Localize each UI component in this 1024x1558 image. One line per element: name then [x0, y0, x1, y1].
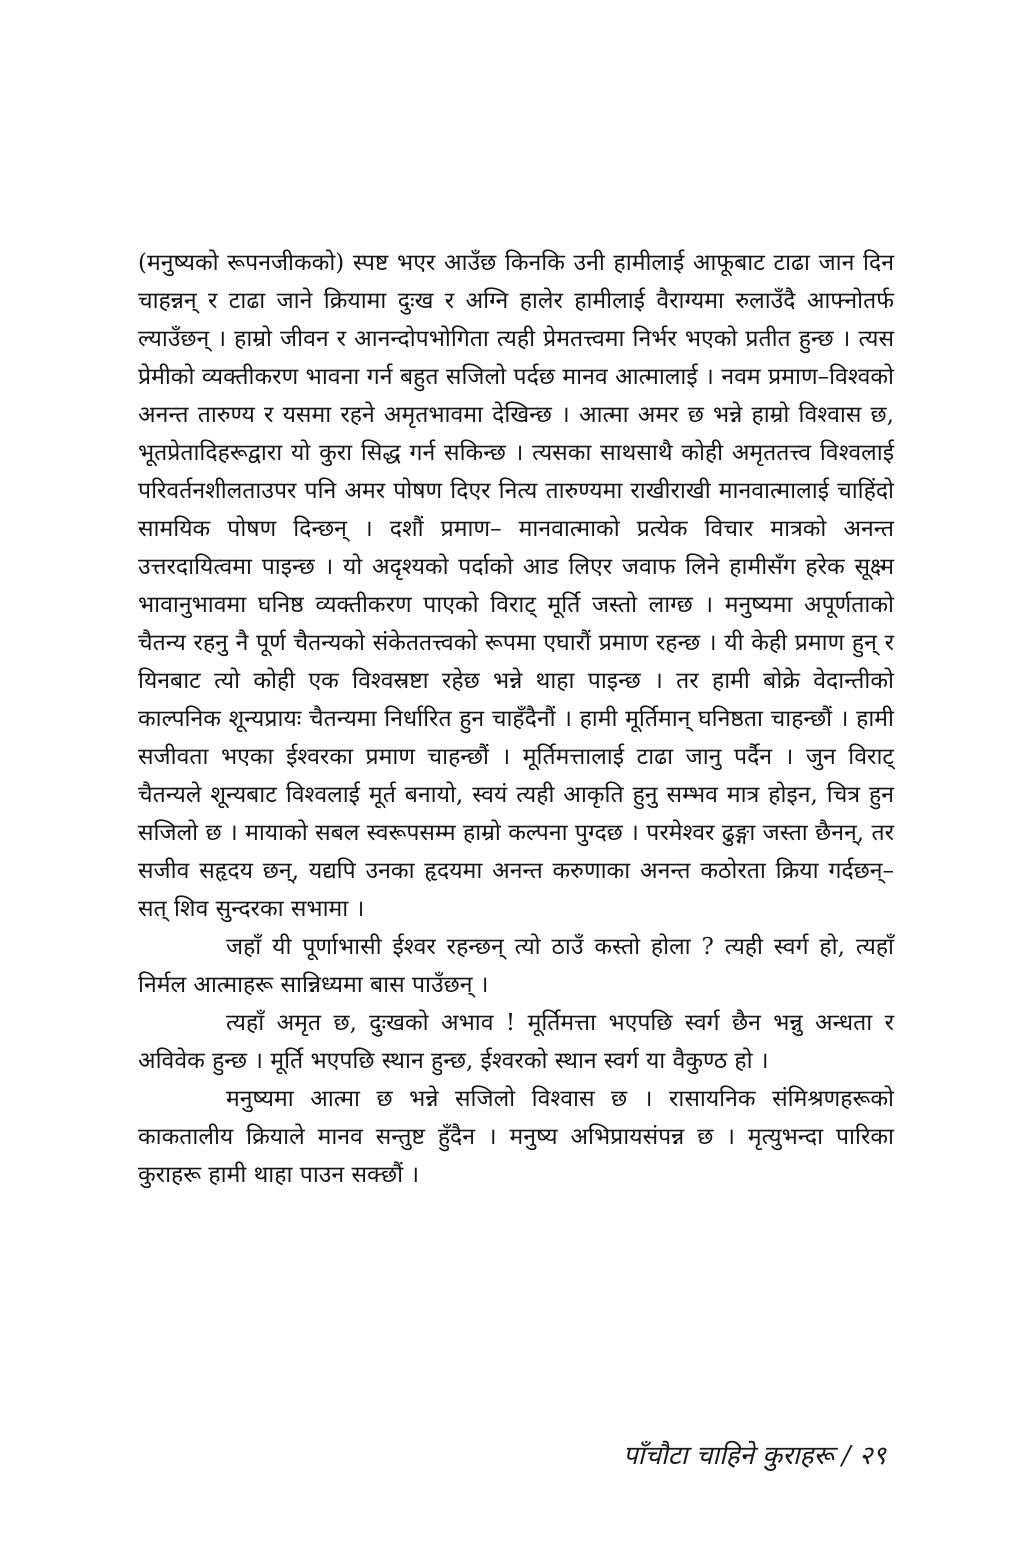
body-text [138, 244, 894, 1194]
paragraph-1: (मनुष्यको रूपनजीकको) स्पष्ट भएर आउँछ किनकि उनी हामीलाई आफूबाट टाढा जान दिन चाहन्नन् र टाढा जाने क्रियामा दुःख र अग्नि हालेर हामीलाई वैराग्यमा रुलाउँदै आफ्नोतर्फ ल्याउँछन् । हाम्रो जीवन र आनन्दोपभोगिता त्यही प्रेमतत्त्वमा निर्भर भएको प्रतीत हुन्छ । त्यस प्रेमीको व्यक्तीकरण भावना गर्न बहुत सजिलो पर्दछ मानव आत्मालाई । नवम प्रमाण–विश्वको अनन्त तारुण्य र यसमा रहने अमृतभावमा देखिन्छ । आत्मा अमर छ भन्ने हाम्रो विश्वास छ, भूतप्रेतादिहरूद्वारा यो कुरा सिद्ध गर्न सकिन्छ । त्यसका साथसाथै कोही अमृततत्त्व विश्वलाई परिवर्तनशीलताउपर पनि अमर पोषण दिएर नित्य तारुण्यमा राखीराखी मानवात्मालाई चाहिंदो सामयिक पोषण दिन्छन् । दशौं प्रमाण– मानवात्माको प्रत्येक विचार मात्रको अनन्त उत्तरदायित्वमा पाइन्छ । यो अदृश्यको पर्दाको आड लिएर जवाफ लिने हामीसँग हरेक सूक्ष्म भावानुभावमा घनिष्ठ व्यक्तीकरण पाएको विराट् मूर्ति जस्तो लाग्छ । मनुष्यमा अपूर्णताको चैतन्य रहनु नै पूर्ण चैतन्यको संकेततत्त्वको रूपमा एघारौं प्रमाण रहन्छ । यी केही प्रमाण हुन् र यिनबाट त्यो कोही एक विश्वस्रष्टा रहेछ भन्ने थाहा पाइन्छ । तर हामी बोक्रे वेदान्तीको काल्पनिक शून्यप्रायः चैतन्यमा निर्धारित हुन चाहँदैनौं । हामी मूर्तिमान् घनिष्ठता चाहन्छौं । हामी सजीवता भएका ईश्वरका प्रमाण चाहन्छौं । मूर्तिमत्तालाई टाढा जानु पर्दैन । जुन विराट् चैतन्यले शून्यबाट विश्वलाई मूर्त बनायो, स्वयं त्यही आकृति हुनु सम्भव मात्र होइन, चित्र हुन सजिलो छ । मायाको सबल स्वरूपसम्म हाम्रो कल्पना पुग्दछ । परमेश्वर ढुङ्गा जस्ता छैनन्, तर सजीव सहृदय छन्, यद्यपि उनका हृदयमा अनन्त करुणाका अनन्त कठोरता क्रिया गर्दछन्– सत् शिव सुन्दरका सभामा । [138, 250, 894, 922]
paragraph-2: जहाँ यी पूर्णाभासी ईश्वर रहन्छन् त्यो ठाउँ कस्तो होला ? त्यही स्वर्ग हो, त्यहाँ निर्मल आत्माहरू सान्निध्यमा बास पाउँछन् । [138, 934, 894, 998]
paragraph-3: त्यहाँ अमृत छ, दुःखको अभाव ! मूर्तिमत्ता भएपछि स्वर्ग छैन भन्नु अन्धता र अविवेक हुन्छ । मूर्ति भएपछि स्थान हुन्छ, ईश्वरको स्थान स्वर्ग या वैकुण्ठ हो । [138, 1010, 894, 1074]
page-footer-running-title: पाँचौटा चाहिने कुराहरू / २९ [622, 1441, 886, 1471]
paragraph-4: मनुष्यमा आत्मा छ भन्ने सजिलो विश्वास छ । रासायनिक संमिश्रणहरूको काकतालीय क्रियाले मानव सन्तुष्ट हुँदैन । मनुष्य अभिप्रायसंपन्न छ । मृत्युभन्दा पारिका कुराहरू हामी थाहा पाउन सक्छौं । [138, 1086, 894, 1188]
